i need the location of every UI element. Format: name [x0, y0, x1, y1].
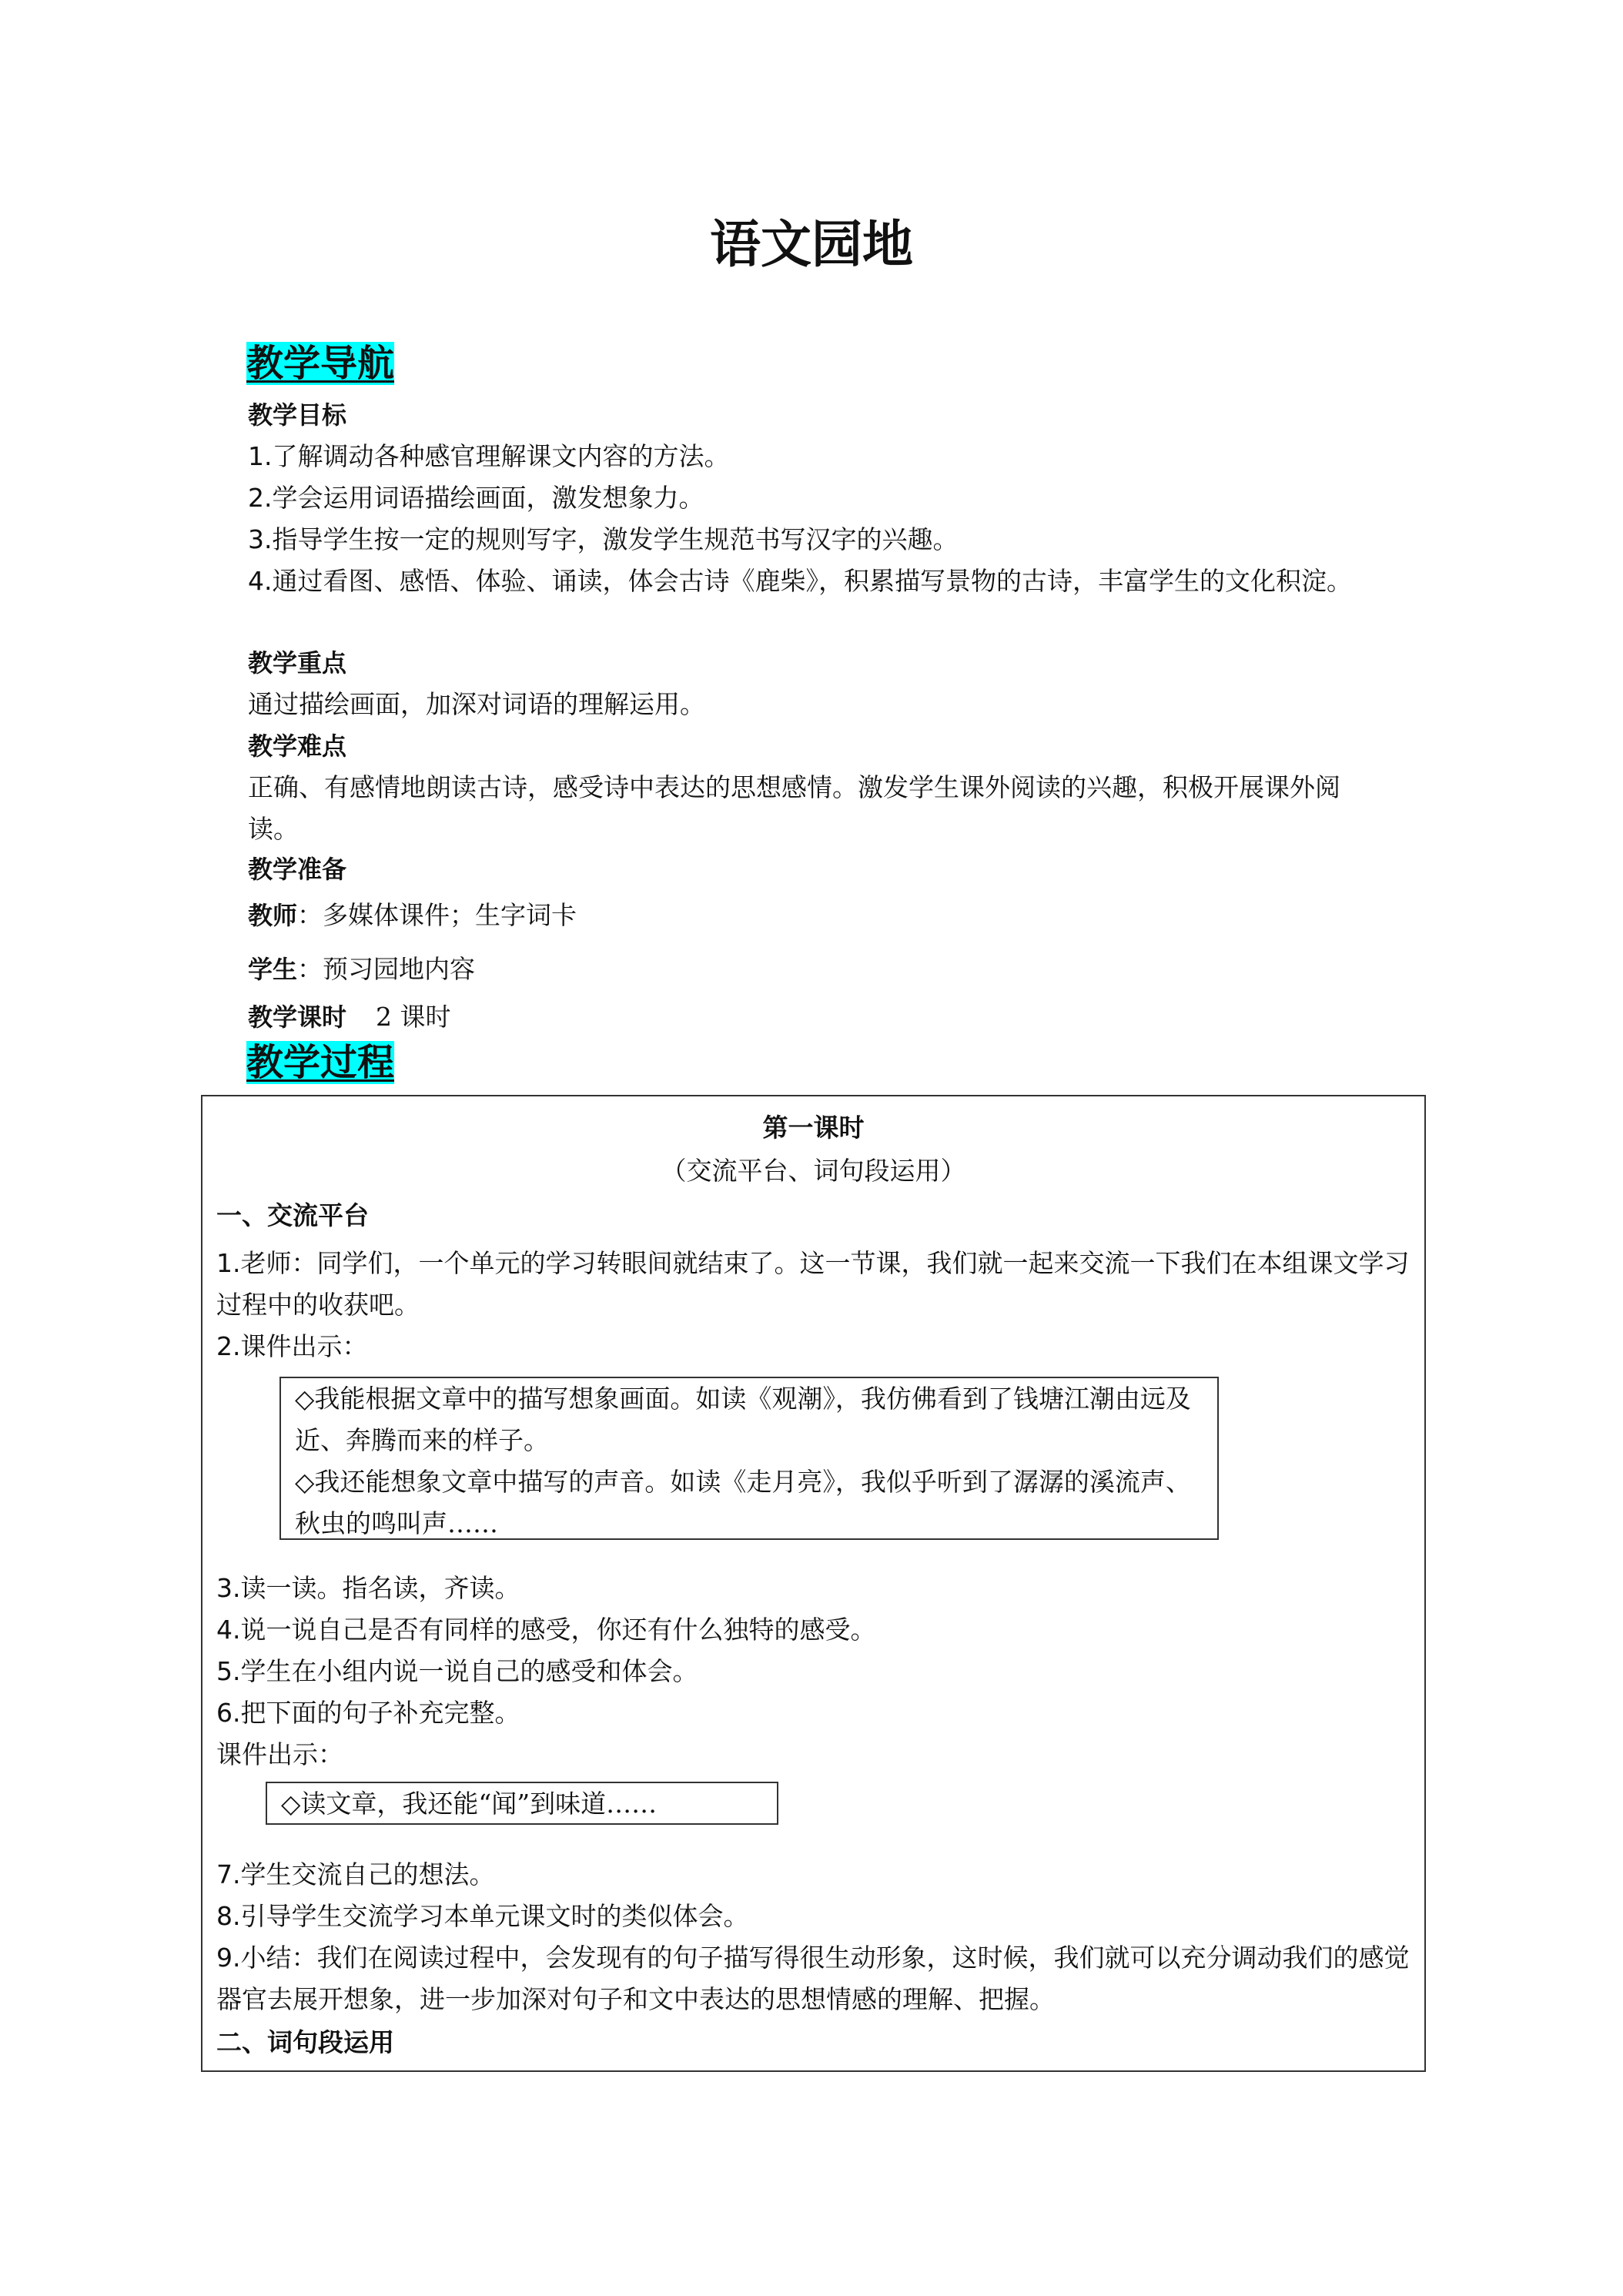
goal-text: 了解调动各种感官理解课文内容的方法。 [272, 441, 730, 471]
difficulty-text: 正确、有感情地朗读古诗，感受诗中表达的思想感情。激发学生课外阅读的兴趣，积极开展课外阅读。 [248, 772, 1340, 844]
item-text: 课件出示： [240, 1331, 368, 1361]
item-number: 4. [216, 1615, 241, 1645]
prep-label: 教学准备 [248, 855, 347, 884]
goal-number: 2. [248, 483, 273, 513]
goal-text: 通过看图、感悟、体验、诵读，体会古诗《鹿柴》，积累描写景物的古诗，丰富学生的文化积淀。 [272, 566, 1352, 596]
section-heading-process [246, 1039, 394, 1086]
lesson-title: 第一课时 [762, 1113, 865, 1143]
goal-number: 3. [248, 524, 273, 554]
list-item [216, 1609, 1414, 1651]
list-item [216, 1243, 1414, 1326]
list-item [216, 1937, 1414, 2020]
item-number: 1. [216, 1248, 241, 1278]
list-item [216, 1326, 1414, 1367]
section-heading-nav [246, 340, 394, 387]
teacher-label: 教师 [248, 901, 298, 930]
section-heading-nav-text: 教学导航 [246, 342, 395, 385]
courseware-callout-1 [279, 1377, 1219, 1540]
student-line [248, 949, 1380, 990]
list-item [216, 1568, 1414, 1609]
part1-title: 一、交流平台 [216, 1200, 369, 1230]
item-text: 把下面的句子补充完整。 [240, 1698, 520, 1728]
list-item [216, 1651, 1414, 1692]
key-text: 通过描绘画面，加深对词语的理解运用。 [248, 689, 705, 719]
hours-line [248, 996, 1380, 1038]
hours-text: 2 课时 [376, 1002, 451, 1032]
lesson-subtitle: （交流平台、词句段运用） [661, 1156, 966, 1186]
list-item [216, 1854, 1414, 1896]
key-label: 教学重点 [248, 648, 347, 678]
item-number: 8. [216, 1901, 241, 1931]
list-item [216, 1734, 1414, 1776]
student-text: ：预习园地内容 [297, 954, 476, 984]
item-number: 7. [216, 1859, 241, 1889]
callout-line: ◇我还能想象文章中描写的声音。如读《走月亮》，我似乎听到了潺潺的溪流声、秋虫的鸣叫声…… [295, 1467, 1191, 1538]
item-text: 老师：同学们，一个单元的学习转眼间就结束了。这一节课，我们就一起来交流一下我们在本组课文学习过程中的收获吧。 [216, 1248, 1410, 1320]
courseware-callout-2 [266, 1782, 778, 1825]
goals-label: 教学目标 [248, 400, 347, 430]
hours-label: 教学课时 [248, 1002, 347, 1032]
list-item [216, 1896, 1414, 1937]
goal-item [248, 561, 1380, 602]
goal-item [248, 519, 1380, 561]
item-text: 学生在小组内说一说自己的感受和体会。 [240, 1656, 698, 1686]
process-table [201, 1095, 1426, 2072]
list-item [216, 1692, 1414, 1734]
goal-item [248, 477, 1380, 519]
page-title: 语文园地 [710, 215, 913, 274]
item-text: 读一读。指名读，齐读。 [240, 1573, 520, 1603]
teacher-text: ：多媒体课件；生字词卡 [297, 900, 577, 930]
item-text: 引导学生交流学习本单元课文时的类似体会。 [240, 1901, 749, 1931]
section-heading-process-text: 教学过程 [246, 1041, 395, 1084]
item-number: 6. [216, 1698, 241, 1728]
teacher-line [248, 895, 1380, 936]
goal-text: 学会运用词语描绘画面，激发想象力。 [272, 483, 704, 513]
item-text: 小结：我们在阅读过程中，会发现有的句子描写得很生动形象，这时候，我们就可以充分调动我们的感觉器官去展开想象，进一步加深对句子和文中表达的思想情感的理解、把握。 [216, 1943, 1410, 2014]
item-number: 9. [216, 1943, 241, 1973]
item-text: 课件出示： [216, 1739, 343, 1769]
item-text: 学生交流自己的想法。 [240, 1859, 495, 1889]
goal-item [248, 436, 1380, 477]
goal-text: 指导学生按一定的规则写字，激发学生规范书写汉字的兴趣。 [272, 524, 959, 554]
item-number: 3. [216, 1573, 241, 1603]
item-number: 2. [216, 1331, 241, 1361]
goal-number: 4. [248, 566, 273, 596]
callout-line: ◇我能根据文章中的描写想象画面。如读《观潮》，我仿佛看到了钱塘江潮由远及近、奔腾而来的样子。 [295, 1384, 1191, 1455]
difficulty-label: 教学难点 [248, 731, 347, 761]
part2-title: 二、词句段运用 [216, 2027, 394, 2057]
student-label: 学生 [248, 955, 298, 984]
goal-number: 1. [248, 441, 273, 471]
item-number: 5. [216, 1656, 241, 1686]
item-text: 说一说自己是否有同样的感受，你还有什么独特的感受。 [240, 1615, 876, 1645]
callout-line: ◇读文章，我还能“闻”到味道…… [281, 1789, 658, 1819]
